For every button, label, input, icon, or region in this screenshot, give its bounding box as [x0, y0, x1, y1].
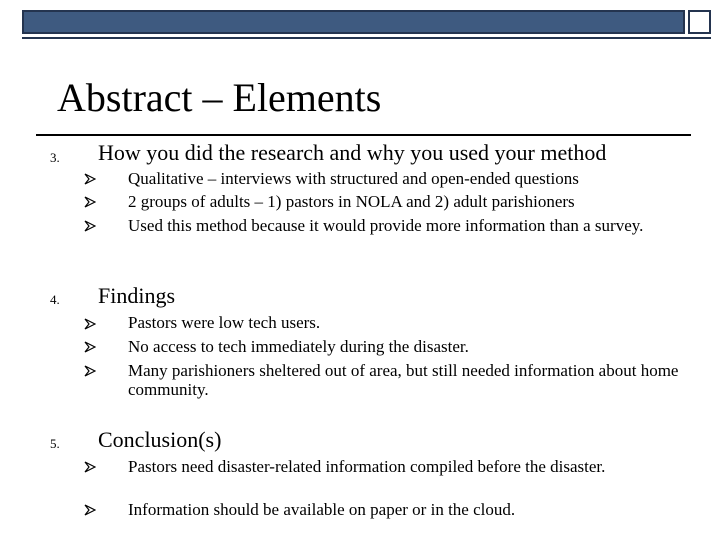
section-number: 5. — [50, 436, 60, 451]
slide-title: Abstract – Elements — [57, 75, 382, 120]
arrow-bullet-icon — [84, 461, 96, 473]
section-number: 4. — [50, 292, 60, 307]
title-bar-underline — [22, 37, 711, 39]
bullet-item: No access to tech immediately during the disaster. — [128, 337, 469, 356]
bullet-item: Pastors need disaster-related information compiled before the disaster. — [128, 457, 606, 476]
title-bar-decoration — [22, 10, 711, 38]
section-number: 3. — [50, 150, 60, 165]
bullet-item: Many parishioners sheltered out of area, but still needed information about home community. — [128, 361, 679, 399]
bullet-item: Qualitative – interviews with structured and open-ended questions — [128, 169, 579, 188]
bullet-item: 2 groups of adults – 1) pastors in NOLA and 2) adult parishioners — [128, 192, 575, 211]
title-bar-square — [688, 10, 711, 34]
bullet-item: Pastors were low tech users. — [128, 313, 321, 332]
section-heading: Conclusion(s) — [98, 427, 222, 452]
arrow-bullet-icon — [84, 220, 96, 232]
arrow-bullet-icon — [84, 318, 96, 330]
title-bar-band — [22, 10, 685, 34]
arrow-bullet-icon — [84, 504, 96, 516]
arrow-bullet-icon — [84, 365, 96, 377]
arrow-bullet-icon — [84, 341, 96, 353]
section-heading: Findings — [98, 283, 176, 308]
bullet-item: Used this method because it would provide more information than a survey. — [128, 216, 644, 235]
section-heading: How you did the research and why you used your method — [98, 140, 607, 165]
bullet-item: Information should be available on paper or in the cloud. — [128, 500, 516, 519]
arrow-bullet-icon — [84, 173, 96, 185]
arrow-bullet-icon — [84, 196, 96, 208]
title-divider — [36, 134, 691, 136]
